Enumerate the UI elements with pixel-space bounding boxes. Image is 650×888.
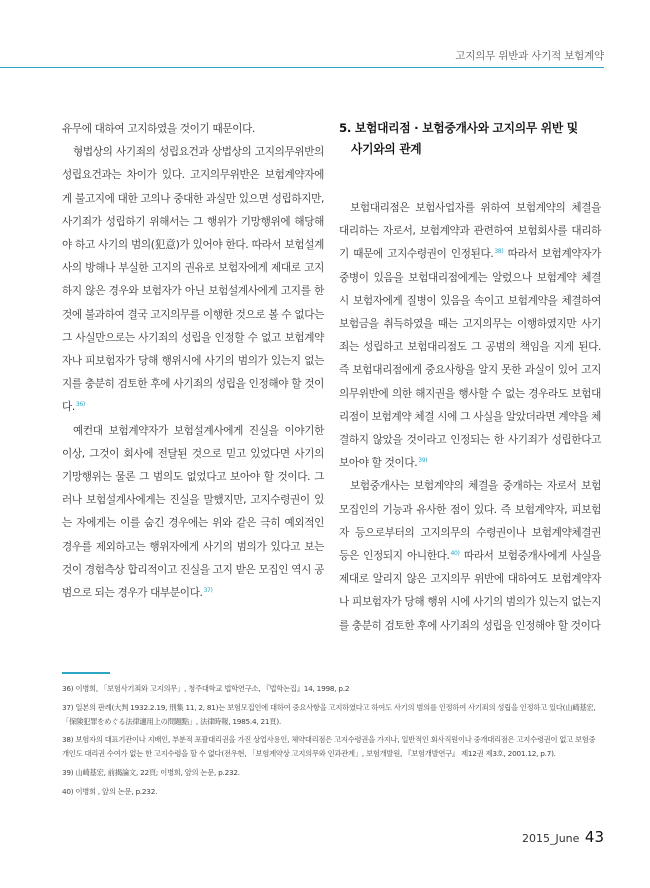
footnote-ref[interactable]: 40) [450,549,460,557]
footnote-item: 38) 보험자의 대표기관이나 지배인, 부분적 포괄대리권을 가진 상업사용인, 체약대리점은 고지수령권을 가지나, 일반적인 회사직원이나 중개대리점은 고지수령권이 없고 보험중개인도 대리권 수여가 없는 한 고지수령을 할 수 없다(전우현, 「보험계약상 고지의무와 인과관계」, 보험개발원, 『보험개발연구』 제12권 제3호, 2001.12, p.7). [62,735,596,759]
running-title: 고지의무 위반과 사기적 보험계약 [455,50,604,62]
page-number: 43 [584,828,604,846]
footnote-ref[interactable]: 38) [494,247,504,255]
footnote-item: 39) 山崎基宏, 前揭論文, 22頁; 이병희, 앞의 논문, p.232. [62,767,240,777]
footnote-item: 37) 일본의 판례(大判 1932.2.19, 刑集 11, 2, 81)는 보험모집인에 대하여 중요사항을 고지하였다고 하여도 사기의 범의를 인정하여 사기죄의 성립을 인정하고 있다(山崎基宏, 「保険犯罪をめぐる法律適用上の問題點」, 法律時報, 1985.4, 21頁). [62,702,596,726]
page-footer [522,828,604,846]
footnote-ref[interactable]: 36) [75,400,85,408]
footnote-ref[interactable]: 39) [418,456,428,464]
header-rule [0,67,604,68]
right-column [339,118,601,638]
left-column [62,118,324,605]
footnote-ref[interactable]: 37) [203,586,213,594]
body-paragraph: 유무에 대하여 고지하였을 것이기 때문이다. [62,123,255,135]
body-paragraph: 형법상의 사기죄의 성립요건과 상법상의 고지의무위반의 성립요건과는 차이가 있다. 고지의무위반은 보험계약자에게 불고지에 대한 고의나 중대한 과실만 있으면 성립하지만, 사기죄가 성립하기 위해서는 그 행위가 기망행위에 해당해야 하고 사기의 범의(犯意)가 있어야 한다. 따라서 보험설계사의 방해나 부실한 고지의 권유로 보험자에게 제대로 고지하지 않은 경우와 보험자가 아닌 보험설계사에게 고지를 한 것에 불과하여 결국 고지의무를 이행한 것으로 볼 수 없다는 그 사실만으로는 사기죄의 성립을 인정할 수 없고 보험계약자나 피보험자가 당해 행위시에 사기의 범의가 있는지 없는지를 충분히 검토한 후에 사기죄의 성립을 인정해야 할 것이다.$^{36)}$ [62,146,324,414]
footnote-item: 36) 이병희, 「보험사기죄와 고지의무」, 청주대학교 법학연구소, 『법학논집』14, 1998, p.2 [62,684,350,693]
footnotes [62,682,596,804]
section-title: 5. 보험대리점 · 보험중개사와 고지의무 위반 및 사기와의 관계 [339,121,578,156]
body-paragraph: 보험대리점은 보험사업자를 위하여 보험계약의 체결을 대리하는 자로서, 보험계약과 관련하여 보험회사를 대리하기 때문에 고지수령권이 인정된다.$^{38)}$ 따라서 보험계약자가 중병이 있음을 보험대리점에게는 알렸으나 보험계약 체결시 보험자에게 질병이 있음을 속이고 보험계약을 체결하여 보험금을 취득하였을 때는 고지의무는 이행하였지만 사기죄는 성립하고 보험대리점도 그 공범의 책임을 지게 된다. 즉 보험대리점에게 중요사항을 알지 못한 과실이 있어 고지의무위반에 의한 해지권을 행사할 수 없는 경우라도 보험대리점이 보험계약 체결 시에 그 사실을 알았더라면 계약을 체결하지 않았을 것이라고 인정되는 한 사기죄가 성립한다고 보아야 할 것이다.$^{39)}$ [339,202,601,470]
issue-label: 2015_June [521,832,580,845]
footnote-item: 40) 이병희 , 앞의 논문, p.232. [62,786,158,796]
body-paragraph: 보험중개사는 보험계약의 체결을 중개하는 자로서 보험모집인의 기능과 유사한 점이 있다. 즉 보험계약자, 피보험자 등으로부터의 고지의무의 수령권이나 보험계약체결권 등은 인정되지 아니한다.$^{40)}$ 따라서 보험중개사에게 사실을 제대로 알리지 않은 고지의무 위반에 대하여도 보험계약자나 피보험자가 당해 행위 시에 사기의 범의가 있는지 없는지를 충분히 검토한 후에 사기죄의 성립을 인정해야 할 것이다 [339,480,601,632]
body-paragraph: 예컨대 보험계약자가 보험설계사에게 진실을 이야기한 이상, 그것이 회사에 전달된 것으로 믿고 있었다면 사기의 기망행위는 물론 그 범의도 없었다고 보아야 할 것이다. 그러나 보험설계사에게는 진실을 말했지만, 고지수령권이 있는 자에게는 이를 숨긴 경우에는 위와 같은 극히 예외적인 경우를 제외하고는 행위자에게 사기의 범의가 있다고 보는 것이 경험측상 합리적이고 진실을 고지 받은 모집인 역시 공범으로 되는 경우가 대부분이다.$^{37)}$ [62,424,324,600]
footnote-rule [62,672,110,674]
